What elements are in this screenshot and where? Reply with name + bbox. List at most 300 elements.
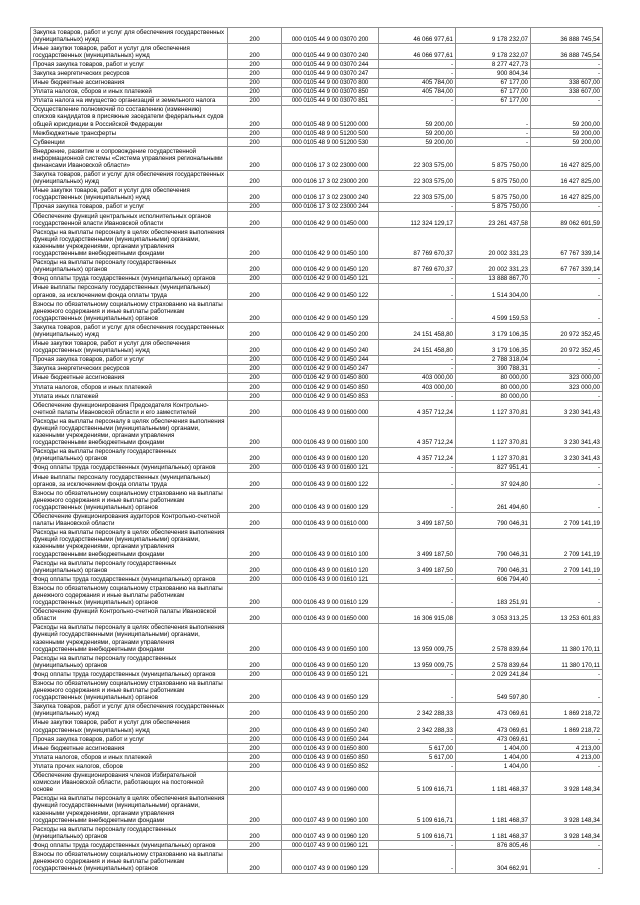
table-row bbox=[31, 212, 603, 228]
row-amount-col2: 3 179 106,35 bbox=[456, 339, 531, 355]
row-amount-col3: - bbox=[531, 841, 603, 850]
table-row bbox=[31, 447, 603, 463]
row-amount-col3: - bbox=[531, 670, 603, 679]
row-amount-col2: 2 578 839,64 bbox=[456, 623, 531, 653]
table-row bbox=[31, 69, 603, 78]
row-budget-classification-code: 000 0106 43 9 00 01650 850 bbox=[282, 753, 379, 762]
table-row bbox=[31, 96, 603, 105]
row-amount-col2: 20 002 331,23 bbox=[456, 228, 531, 258]
row-expense-name: Расходы на выплаты персоналу государственных (муниципальных) органов bbox=[31, 258, 228, 274]
table-row bbox=[31, 383, 603, 392]
row-expense-name: Обеспечение функций центральных исполнительных органов государственной власти Ивановской области bbox=[31, 212, 228, 228]
table-row bbox=[31, 512, 603, 528]
row-expense-name: Иные бюджетные ассигнования bbox=[31, 78, 228, 87]
row-amount-col3: 67 767 339,14 bbox=[531, 258, 603, 274]
row-budget-classification-code: 000 0106 43 9 00 01650 200 bbox=[282, 702, 379, 718]
row-amount-col1: - bbox=[379, 96, 456, 105]
row-amount-col3: 3 230 341,43 bbox=[531, 401, 603, 417]
row-amount-col3: 59 200,00 bbox=[531, 138, 603, 147]
row-amount-col1: 24 151 458,80 bbox=[379, 323, 456, 339]
row-expense-type-code: 200 bbox=[228, 447, 282, 463]
row-amount-col1: 13 959 009,75 bbox=[379, 623, 456, 653]
row-amount-col1: 22 303 575,00 bbox=[379, 186, 456, 202]
row-budget-classification-code: 000 0105 44 9 00 03070 240 bbox=[282, 44, 379, 60]
row-budget-classification-code: 000 0106 43 9 00 01650 852 bbox=[282, 762, 379, 771]
row-amount-col3: 3 928 148,34 bbox=[531, 794, 603, 824]
row-expense-name: Межбюджетные трансферты bbox=[31, 129, 228, 138]
row-amount-col2: 9 178 232,07 bbox=[456, 44, 531, 60]
row-expense-name: Закупка энергетических ресурсов bbox=[31, 69, 228, 78]
row-budget-classification-code: 000 0106 42 9 00 01450 853 bbox=[282, 392, 379, 401]
row-amount-col3: 36 888 745,54 bbox=[531, 44, 603, 60]
row-amount-col3: - bbox=[531, 274, 603, 283]
row-expense-type-code: 200 bbox=[228, 392, 282, 401]
table-row bbox=[31, 274, 603, 283]
row-budget-classification-code: 000 0106 43 9 00 01650 120 bbox=[282, 654, 379, 670]
row-budget-classification-code: 000 0106 42 9 00 01450 200 bbox=[282, 323, 379, 339]
table-row bbox=[31, 850, 603, 873]
row-expense-type-code: 200 bbox=[228, 744, 282, 753]
row-budget-classification-code: 000 0106 43 9 00 01610 000 bbox=[282, 512, 379, 528]
row-expense-type-code: 200 bbox=[228, 528, 282, 558]
table-row bbox=[31, 718, 603, 734]
row-expense-name: Взносы по обязательному социальному страхованию на выплаты денежного содержания и иные выплаты работникам государственных (муниципальных) органов bbox=[31, 584, 228, 607]
row-budget-classification-code: 000 0106 42 9 00 01450 244 bbox=[282, 355, 379, 364]
row-budget-classification-code: 000 0106 43 9 00 01650 100 bbox=[282, 623, 379, 653]
row-expense-type-code: 200 bbox=[228, 670, 282, 679]
row-expense-name: Фонд оплаты труда государственных (муниципальных) органов bbox=[31, 274, 228, 283]
row-expense-type-code: 200 bbox=[228, 339, 282, 355]
row-amount-col3: 67 767 339,14 bbox=[531, 228, 603, 258]
row-expense-type-code: 200 bbox=[228, 383, 282, 392]
row-budget-classification-code: 000 0106 42 9 00 01450 240 bbox=[282, 339, 379, 355]
row-amount-col2: 606 794,40 bbox=[456, 575, 531, 584]
row-expense-name: Уплата налогов, сборов и иных платежей bbox=[31, 87, 228, 96]
row-budget-classification-code: 000 0106 17 3 02 23000 200 bbox=[282, 170, 379, 186]
row-amount-col1: 3 499 187,50 bbox=[379, 559, 456, 575]
row-expense-type-code: 200 bbox=[228, 623, 282, 653]
row-expense-name: Расходы на выплаты персоналу в целях обеспечения выполнения функций государственными (муниципальными) органами, казенными учреждениями, органами управления государственными внебюджетными фондами bbox=[31, 417, 228, 447]
row-budget-classification-code: 000 0106 43 9 00 01600 129 bbox=[282, 489, 379, 512]
table-row bbox=[31, 373, 603, 382]
row-expense-name: Закупка товаров, работ и услуг для обеспечения государственных (муниципальных) нужд bbox=[31, 323, 228, 339]
row-amount-col2: 1 127 370,81 bbox=[456, 401, 531, 417]
row-amount-col2: 790 046,31 bbox=[456, 512, 531, 528]
table-body bbox=[31, 28, 603, 874]
table-row bbox=[31, 575, 603, 584]
row-budget-classification-code: 000 0106 43 9 00 01650 800 bbox=[282, 744, 379, 753]
row-amount-col2: 876 805,46 bbox=[456, 841, 531, 850]
row-amount-col2: 2 578 839,64 bbox=[456, 654, 531, 670]
row-budget-classification-code: 000 0106 43 9 00 01600 120 bbox=[282, 447, 379, 463]
row-budget-classification-code: 000 0107 43 9 00 01960 121 bbox=[282, 841, 379, 850]
row-amount-col3: 2 709 141,19 bbox=[531, 528, 603, 558]
row-amount-col3: 89 062 691,59 bbox=[531, 212, 603, 228]
row-expense-name: Уплата налогов, сборов и иных платежей bbox=[31, 753, 228, 762]
row-amount-col1: 5 109 616,71 bbox=[379, 825, 456, 841]
table-row bbox=[31, 762, 603, 771]
row-expense-name: Иные закупки товаров, работ и услуг для обеспечения государственных (муниципальных) нужд bbox=[31, 186, 228, 202]
row-amount-col2: 8 277 427,73 bbox=[456, 60, 531, 69]
row-expense-type-code: 200 bbox=[228, 679, 282, 702]
row-expense-name: Осуществление полномочий по составлению (изменению) списков кандидатов в присяжные заседатели федеральных судов общей юрисдикции в Российской Федерации bbox=[31, 105, 228, 128]
table-row bbox=[31, 702, 603, 718]
row-expense-name: Расходы на выплаты персоналу в целях обеспечения выполнения функций государственными (муниципальными) органами, казенными учреждениями, органами управления государственными внебюджетными фондами bbox=[31, 528, 228, 558]
row-amount-col3: - bbox=[531, 584, 603, 607]
row-budget-classification-code: 000 0105 48 9 00 51200 000 bbox=[282, 105, 379, 128]
table-row bbox=[31, 44, 603, 60]
table-row bbox=[31, 355, 603, 364]
row-amount-col2: 23 261 437,58 bbox=[456, 212, 531, 228]
row-budget-classification-code: 000 0106 42 9 00 01450 121 bbox=[282, 274, 379, 283]
row-amount-col2: 304 662,91 bbox=[456, 850, 531, 873]
row-expense-type-code: 200 bbox=[228, 147, 282, 170]
row-amount-col3: - bbox=[531, 392, 603, 401]
table-row bbox=[31, 825, 603, 841]
row-amount-col1: 16 306 915,08 bbox=[379, 607, 456, 623]
row-amount-col3: - bbox=[531, 679, 603, 702]
row-amount-col1: 46 066 977,61 bbox=[379, 28, 456, 44]
row-expense-type-code: 200 bbox=[228, 607, 282, 623]
row-budget-classification-code: 000 0106 42 9 00 01450 247 bbox=[282, 364, 379, 373]
row-amount-col2: 473 069,61 bbox=[456, 718, 531, 734]
row-budget-classification-code: 000 0107 43 9 00 01960 129 bbox=[282, 850, 379, 873]
row-amount-col1: 13 959 009,75 bbox=[379, 654, 456, 670]
row-amount-col2: 1 404,00 bbox=[456, 753, 531, 762]
row-budget-classification-code: 000 0106 42 9 00 01450 850 bbox=[282, 383, 379, 392]
row-budget-classification-code: 000 0107 43 9 00 01960 000 bbox=[282, 771, 379, 794]
row-amount-col2: 20 002 331,23 bbox=[456, 258, 531, 274]
row-amount-col1: - bbox=[379, 463, 456, 472]
row-amount-col3: - bbox=[531, 473, 603, 489]
row-expense-type-code: 200 bbox=[228, 401, 282, 417]
row-amount-col1: - bbox=[379, 300, 456, 323]
table-row bbox=[31, 258, 603, 274]
row-amount-col1: 5 617,00 bbox=[379, 753, 456, 762]
row-amount-col3: - bbox=[531, 300, 603, 323]
row-amount-col3: - bbox=[531, 735, 603, 744]
row-amount-col2: 261 494,60 bbox=[456, 489, 531, 512]
row-expense-type-code: 200 bbox=[228, 129, 282, 138]
table-row bbox=[31, 528, 603, 558]
row-amount-col1: - bbox=[379, 841, 456, 850]
row-budget-classification-code: 000 0106 42 9 00 01450 129 bbox=[282, 300, 379, 323]
row-expense-type-code: 200 bbox=[228, 138, 282, 147]
row-amount-col1: 2 342 288,33 bbox=[379, 702, 456, 718]
row-budget-classification-code: 000 0105 48 9 00 51200 500 bbox=[282, 129, 379, 138]
row-amount-col3: - bbox=[531, 575, 603, 584]
table-row bbox=[31, 323, 603, 339]
row-amount-col3: 2 709 141,19 bbox=[531, 559, 603, 575]
table-row bbox=[31, 202, 603, 211]
row-expense-type-code: 200 bbox=[228, 702, 282, 718]
row-amount-col3: 2 709 141,19 bbox=[531, 512, 603, 528]
row-budget-classification-code: 000 0106 42 9 00 01450 100 bbox=[282, 228, 379, 258]
row-amount-col1: - bbox=[379, 274, 456, 283]
row-expense-name: Расходы на выплаты персоналу в целях обеспечения выполнения функций государственными (муниципальными) органами, казенными учреждениями, органами управления государственными внебюджетными фондами bbox=[31, 794, 228, 824]
table-row bbox=[31, 228, 603, 258]
row-amount-col1: 5 109 616,71 bbox=[379, 771, 456, 794]
row-amount-col2: 9 178 232,07 bbox=[456, 28, 531, 44]
table-row bbox=[31, 300, 603, 323]
row-amount-col3: 1 869 218,72 bbox=[531, 702, 603, 718]
row-expense-name: Фонд оплаты труда государственных (муниципальных) органов bbox=[31, 463, 228, 472]
table-row bbox=[31, 623, 603, 653]
table-row bbox=[31, 60, 603, 69]
row-amount-col3: 36 888 745,54 bbox=[531, 28, 603, 44]
row-expense-type-code: 200 bbox=[228, 228, 282, 258]
row-expense-name: Субвенции bbox=[31, 138, 228, 147]
table-row bbox=[31, 392, 603, 401]
table-row bbox=[31, 138, 603, 147]
row-budget-classification-code: 000 0106 43 9 00 01610 100 bbox=[282, 528, 379, 558]
row-amount-col1: 22 303 575,00 bbox=[379, 170, 456, 186]
row-expense-type-code: 200 bbox=[228, 718, 282, 734]
row-expense-type-code: 200 bbox=[228, 60, 282, 69]
row-amount-col3: - bbox=[531, 355, 603, 364]
row-budget-classification-code: 000 0106 42 9 00 01450 000 bbox=[282, 212, 379, 228]
row-expense-type-code: 200 bbox=[228, 186, 282, 202]
row-amount-col2: - bbox=[456, 129, 531, 138]
row-amount-col1: - bbox=[379, 762, 456, 771]
row-expense-name: Взносы по обязательному социальному страхованию на выплаты денежного содержания и иные выплаты работникам государственных (муниципальных) органов bbox=[31, 850, 228, 873]
row-amount-col3: 1 869 218,72 bbox=[531, 718, 603, 734]
row-amount-col2: 1 514 304,00 bbox=[456, 283, 531, 299]
row-amount-col3: - bbox=[531, 283, 603, 299]
row-amount-col3: - bbox=[531, 69, 603, 78]
table-row bbox=[31, 463, 603, 472]
row-amount-col3: - bbox=[531, 96, 603, 105]
row-budget-classification-code: 000 0105 44 9 00 03070 850 bbox=[282, 87, 379, 96]
row-budget-classification-code: 000 0105 48 9 00 51200 530 bbox=[282, 138, 379, 147]
row-amount-col1: 5 617,00 bbox=[379, 744, 456, 753]
row-expense-type-code: 200 bbox=[228, 258, 282, 274]
row-amount-col1: 4 357 712,24 bbox=[379, 447, 456, 463]
row-amount-col2: 827 951,41 bbox=[456, 463, 531, 472]
row-amount-col3: 59 200,00 bbox=[531, 105, 603, 128]
row-amount-col1: 24 151 458,80 bbox=[379, 339, 456, 355]
table-row bbox=[31, 559, 603, 575]
row-amount-col1: 403 000,00 bbox=[379, 383, 456, 392]
row-amount-col2: 5 875 750,00 bbox=[456, 170, 531, 186]
row-amount-col3: - bbox=[531, 850, 603, 873]
row-amount-col3: 3 230 341,43 bbox=[531, 447, 603, 463]
row-amount-col1: 5 109 616,71 bbox=[379, 794, 456, 824]
table-row bbox=[31, 364, 603, 373]
row-amount-col2: - bbox=[456, 105, 531, 128]
table-row bbox=[31, 78, 603, 87]
row-amount-col2: 390 788,31 bbox=[456, 364, 531, 373]
row-amount-col2: 37 924,80 bbox=[456, 473, 531, 489]
row-expense-name: Обеспечение функционирования аудиторов Контрольно-счетной палаты Ивановской области bbox=[31, 512, 228, 528]
row-expense-type-code: 200 bbox=[228, 274, 282, 283]
row-expense-type-code: 200 bbox=[228, 771, 282, 794]
row-amount-col3: 20 972 352,45 bbox=[531, 339, 603, 355]
table-row bbox=[31, 753, 603, 762]
row-amount-col3: - bbox=[531, 60, 603, 69]
row-amount-col2: 790 046,31 bbox=[456, 528, 531, 558]
table-row bbox=[31, 186, 603, 202]
row-expense-type-code: 200 bbox=[228, 794, 282, 824]
row-amount-col1: 59 200,00 bbox=[379, 105, 456, 128]
row-expense-name: Иные бюджетные ассигнования bbox=[31, 744, 228, 753]
row-expense-name: Прочая закупка товаров, работ и услуг bbox=[31, 735, 228, 744]
row-amount-col2: 5 875 750,00 bbox=[456, 202, 531, 211]
row-budget-classification-code: 000 0106 43 9 00 01650 129 bbox=[282, 679, 379, 702]
row-expense-name: Уплата иных платежей bbox=[31, 392, 228, 401]
row-amount-col2: 1 181 468,37 bbox=[456, 771, 531, 794]
table-row bbox=[31, 339, 603, 355]
row-amount-col1: 22 303 575,00 bbox=[379, 147, 456, 170]
row-budget-classification-code: 000 0106 43 9 00 01610 120 bbox=[282, 559, 379, 575]
row-budget-classification-code: 000 0106 42 9 00 01450 122 bbox=[282, 283, 379, 299]
row-amount-col2: 3 179 106,35 bbox=[456, 323, 531, 339]
row-expense-name: Закупка товаров, работ и услуг для обеспечения государственных (муниципальных) нужд bbox=[31, 170, 228, 186]
row-expense-name: Внедрение, развитие и сопровождение государственной информационной системы «Система управления региональными финансами Ивановской области» bbox=[31, 147, 228, 170]
row-expense-name: Фонд оплаты труда государственных (муниципальных) органов bbox=[31, 575, 228, 584]
row-budget-classification-code: 000 0106 43 9 00 01600 122 bbox=[282, 473, 379, 489]
row-amount-col2: 1 181 468,37 bbox=[456, 825, 531, 841]
table-row bbox=[31, 417, 603, 447]
row-amount-col3: 3 928 148,34 bbox=[531, 771, 603, 794]
row-expense-name: Взносы по обязательному социальному страхованию на выплаты денежного содержания и иные выплаты работникам государственных (муниципальных) органов bbox=[31, 300, 228, 323]
row-budget-classification-code: 000 0106 43 9 00 01650 244 bbox=[282, 735, 379, 744]
row-budget-classification-code: 000 0106 42 9 00 01450 120 bbox=[282, 258, 379, 274]
row-amount-col2: 67 177,00 bbox=[456, 87, 531, 96]
table-row bbox=[31, 794, 603, 824]
row-expense-name: Иные бюджетные ассигнования bbox=[31, 373, 228, 382]
row-amount-col2: 1 181 468,37 bbox=[456, 794, 531, 824]
row-amount-col1: - bbox=[379, 283, 456, 299]
row-amount-col1: - bbox=[379, 735, 456, 744]
row-amount-col3: - bbox=[531, 489, 603, 512]
row-expense-name: Взносы по обязательному социальному страхованию на выплаты денежного содержания и иные выплаты работникам государственных (муниципальных) органов bbox=[31, 489, 228, 512]
row-amount-col3: 323 000,00 bbox=[531, 383, 603, 392]
row-expense-name: Закупка энергетических ресурсов bbox=[31, 364, 228, 373]
row-budget-classification-code: 000 0106 43 9 00 01650 240 bbox=[282, 718, 379, 734]
row-amount-col2: 13 888 867,70 bbox=[456, 274, 531, 283]
row-amount-col3: 16 427 825,00 bbox=[531, 170, 603, 186]
row-expense-name: Закупка товаров, работ и услуг для обеспечения государственных (муниципальных) нужд bbox=[31, 28, 228, 44]
row-amount-col2: 1 404,00 bbox=[456, 762, 531, 771]
table-row bbox=[31, 607, 603, 623]
table-row bbox=[31, 654, 603, 670]
table-row bbox=[31, 283, 603, 299]
row-amount-col2: 67 177,00 bbox=[456, 96, 531, 105]
row-amount-col2: 900 804,34 bbox=[456, 69, 531, 78]
row-amount-col1: 59 200,00 bbox=[379, 129, 456, 138]
table-row bbox=[31, 401, 603, 417]
row-amount-col2: 473 069,61 bbox=[456, 702, 531, 718]
row-amount-col2: 1 127 370,81 bbox=[456, 417, 531, 447]
row-expense-name: Прочая закупка товаров, работ и услуг bbox=[31, 355, 228, 364]
row-amount-col1: - bbox=[379, 850, 456, 873]
row-expense-name: Иные выплаты персоналу государственных (муниципальных) органов, за исключением фонда оплаты труда bbox=[31, 283, 228, 299]
row-expense-name: Прочая закупка товаров, работ и услуг bbox=[31, 202, 228, 211]
table-row bbox=[31, 87, 603, 96]
row-expense-name: Иные закупки товаров, работ и услуг для обеспечения государственных (муниципальных) нужд bbox=[31, 339, 228, 355]
row-amount-col1: - bbox=[379, 489, 456, 512]
row-expense-type-code: 200 bbox=[228, 463, 282, 472]
row-expense-name: Иные закупки товаров, работ и услуг для обеспечения государственных (муниципальных) нужд bbox=[31, 44, 228, 60]
row-amount-col2: 2 788 318,04 bbox=[456, 355, 531, 364]
row-amount-col1: 112 324 129,17 bbox=[379, 212, 456, 228]
row-expense-name: Уплата налогов, сборов и иных платежей bbox=[31, 383, 228, 392]
row-budget-classification-code: 000 0105 44 9 00 03070 200 bbox=[282, 28, 379, 44]
row-budget-classification-code: 000 0106 43 9 00 01600 000 bbox=[282, 401, 379, 417]
row-amount-col1: - bbox=[379, 202, 456, 211]
row-budget-classification-code: 000 0106 43 9 00 01650 000 bbox=[282, 607, 379, 623]
row-amount-col3: - bbox=[531, 762, 603, 771]
row-expense-name: Иные закупки товаров, работ и услуг для обеспечения государственных (муниципальных) нужд bbox=[31, 718, 228, 734]
row-expense-name: Взносы по обязательному социальному страхованию на выплаты денежного содержания и иные выплаты работникам государственных (муниципальных) органов bbox=[31, 679, 228, 702]
row-amount-col1: - bbox=[379, 392, 456, 401]
row-expense-type-code: 200 bbox=[228, 584, 282, 607]
row-expense-type-code: 200 bbox=[228, 654, 282, 670]
row-amount-col2: 3 053 313,25 bbox=[456, 607, 531, 623]
row-amount-col3: 20 972 352,45 bbox=[531, 323, 603, 339]
row-expense-name: Обеспечение функционирования Председателя Контрольно-счетной палаты Ивановской области и его заместителей bbox=[31, 401, 228, 417]
row-amount-col3: 3 928 148,34 bbox=[531, 825, 603, 841]
row-budget-classification-code: 000 0105 44 9 00 03070 247 bbox=[282, 69, 379, 78]
row-budget-classification-code: 000 0106 43 9 00 01600 121 bbox=[282, 463, 379, 472]
row-amount-col2: 1 404,00 bbox=[456, 744, 531, 753]
row-amount-col1: 4 357 712,24 bbox=[379, 417, 456, 447]
row-expense-name: Расходы на выплаты персоналу в целях обеспечения выполнения функций государственными (муниципальными) органами, казенными учреждениями, органами управления государственными внебюджетными фондами bbox=[31, 228, 228, 258]
row-amount-col2: 4 599 159,53 bbox=[456, 300, 531, 323]
row-amount-col3: - bbox=[531, 463, 603, 472]
row-amount-col2: 5 875 750,00 bbox=[456, 186, 531, 202]
row-expense-type-code: 200 bbox=[228, 87, 282, 96]
row-amount-col2: 473 069,61 bbox=[456, 735, 531, 744]
row-amount-col3: 11 380 170,11 bbox=[531, 623, 603, 653]
table-row bbox=[31, 735, 603, 744]
table-row bbox=[31, 489, 603, 512]
row-expense-type-code: 200 bbox=[228, 202, 282, 211]
row-expense-type-code: 200 bbox=[228, 212, 282, 228]
row-amount-col2: - bbox=[456, 138, 531, 147]
row-amount-col3: 59 200,00 bbox=[531, 129, 603, 138]
row-amount-col1: - bbox=[379, 364, 456, 373]
row-expense-name: Расходы на выплаты персоналу в целях обеспечения выполнения функций государственными (муниципальными) органами, казенными учреждениями, органами управления государственными внебюджетными фондами bbox=[31, 623, 228, 653]
row-expense-name: Фонд оплаты труда государственных (муниципальных) органов bbox=[31, 841, 228, 850]
row-expense-name: Иные выплаты персоналу государственных (муниципальных) органов, за исключением фонда оплаты труда bbox=[31, 473, 228, 489]
row-budget-classification-code: 000 0106 43 9 00 01600 100 bbox=[282, 417, 379, 447]
row-budget-classification-code: 000 0105 44 9 00 03070 851 bbox=[282, 96, 379, 105]
row-amount-col3: 3 230 341,43 bbox=[531, 417, 603, 447]
row-amount-col1: 87 769 670,37 bbox=[379, 228, 456, 258]
table-row bbox=[31, 771, 603, 794]
row-expense-name: Расходы на выплаты персоналу государственных (муниципальных) органов bbox=[31, 825, 228, 841]
row-budget-classification-code: 000 0106 17 3 02 23000 244 bbox=[282, 202, 379, 211]
row-amount-col3: 323 000,00 bbox=[531, 373, 603, 382]
row-amount-col3: 338 607,00 bbox=[531, 78, 603, 87]
row-expense-type-code: 200 bbox=[228, 417, 282, 447]
row-amount-col3: - bbox=[531, 202, 603, 211]
row-amount-col1: - bbox=[379, 69, 456, 78]
row-expense-type-code: 200 bbox=[228, 753, 282, 762]
row-amount-col1: 46 066 977,61 bbox=[379, 44, 456, 60]
row-amount-col3: 338 607,00 bbox=[531, 87, 603, 96]
row-budget-classification-code: 000 0106 17 3 02 23000 240 bbox=[282, 186, 379, 202]
row-amount-col3: 4 213,00 bbox=[531, 744, 603, 753]
document-page bbox=[30, 27, 602, 874]
row-expense-name: Прочая закупка товаров, работ и услуг bbox=[31, 60, 228, 69]
row-amount-col1: - bbox=[379, 670, 456, 679]
table-row bbox=[31, 147, 603, 170]
row-amount-col2: 549 597,80 bbox=[456, 679, 531, 702]
table-row bbox=[31, 841, 603, 850]
